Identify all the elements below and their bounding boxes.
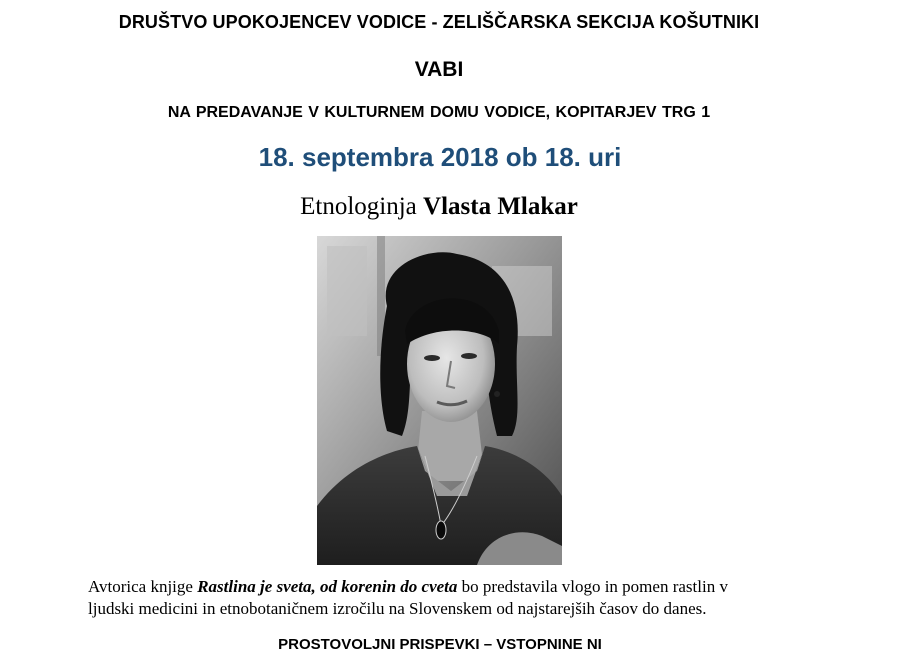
event-datetime: 18. septembra 2018 ob 18. uri [258,142,622,172]
speaker-line [0,193,878,221]
venue-line: NA PREDAVANJE V KULTURNEM DOMU VODICE, KOPITARJEV TRG 1 [167,104,711,121]
description-line-2: ljudski medicini in etnobotaničnem izročilu na Slovenskem od najstarejših časov do danes. [88,599,707,618]
admission-note: PROSTOVOLJNI PRISPEVKI – VSTOPNINE NI [278,636,602,653]
description-prefix: Avtorica knjige [88,577,198,596]
organization-title: DRUŠTVO UPOKOJENCEV VODICE - ZELIŠČARSKA SEKCIJA KOŠUTNIKI [118,12,760,32]
speaker-role: Etnologinja [300,193,417,220]
speaker-name: Vlasta Mlakar [423,193,578,220]
book-title: Rastlina je sveta, od korenin do cveta [197,577,458,596]
lecture-description [88,576,858,620]
invites-heading: VABI [414,58,464,81]
description-line-1 [88,576,858,598]
speaker-portrait [317,236,562,565]
description-line-1-rest: bo predstavila vlogo in pomen rastlin v [457,577,728,596]
